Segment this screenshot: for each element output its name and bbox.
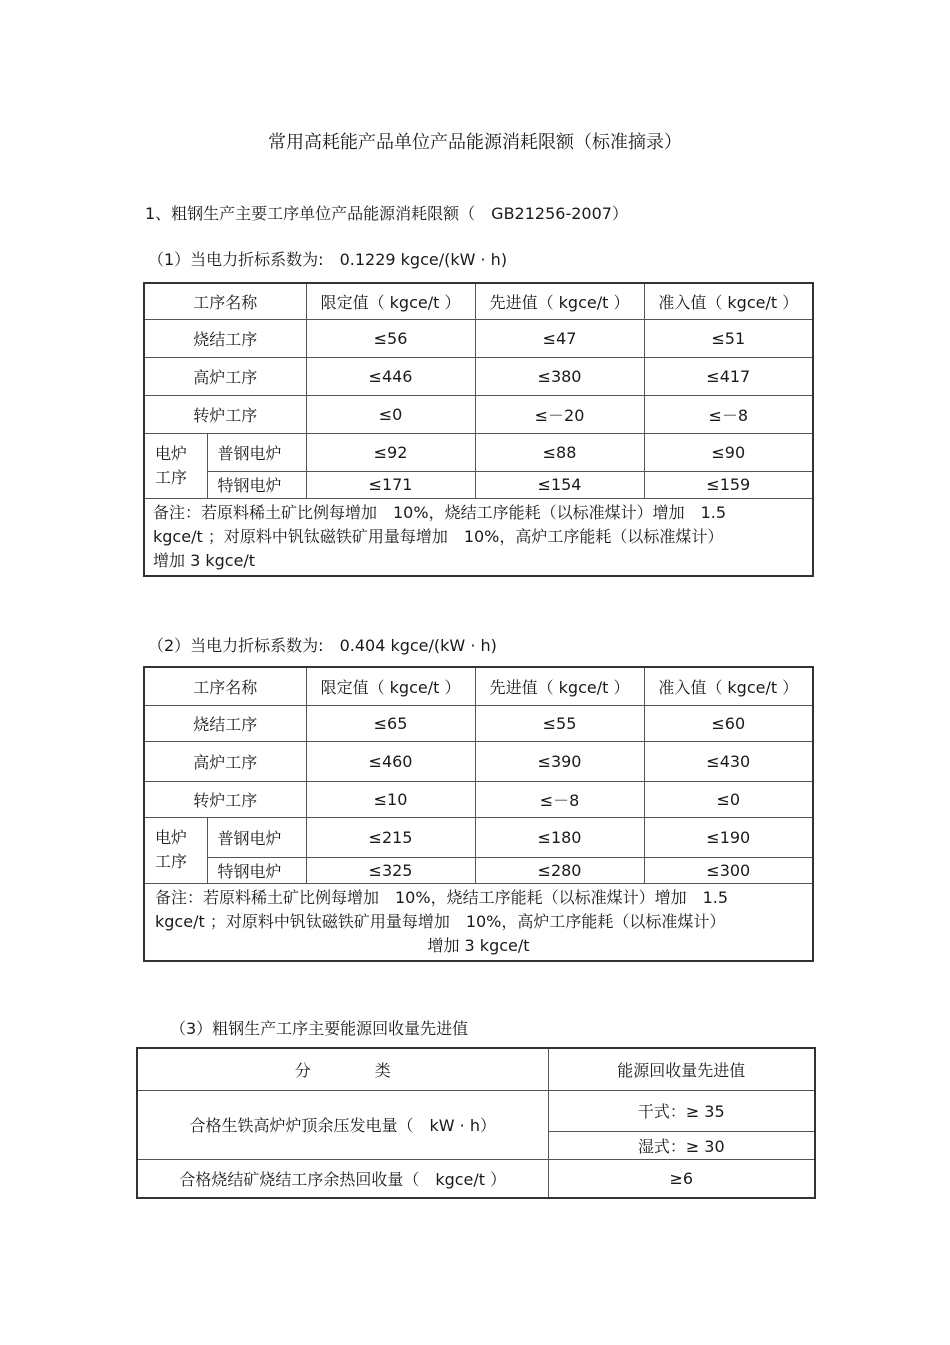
electric-furnace-label [144,817,207,883]
table-row [137,1090,815,1131]
entry-value: ≤－8 [644,395,813,433]
advanced-value: ≤－8 [475,781,644,817]
section-heading: 1、粗钢生产主要工序单位产品能源消耗限额（ GB21256-2007） [145,204,628,223]
limit-value: ≤92 [306,433,475,471]
energy-recovery-table [136,1047,816,1199]
recovery-value: ≥6 [548,1159,815,1198]
note-row [144,498,813,576]
entry-value: ≤190 [644,817,813,857]
process-name: 转炉工序 [144,395,306,433]
advanced-value: ≤280 [475,857,644,883]
header-advanced: 先进值（ kgce/t ） [475,283,644,319]
table-row [144,817,813,857]
note-line: kgce/t ；对原料中钒钛磁铁矿用量每增加 10%，高炉工序能耗（以标准煤计） [153,526,724,546]
header-entry: 准入值（ kgce/t ） [644,283,813,319]
advanced-value: ≤154 [475,471,644,498]
table-header-row [144,667,813,705]
limit-value: ≤446 [306,357,475,395]
limit-value: ≤215 [306,817,475,857]
entry-value: ≤51 [644,319,813,357]
entry-value: ≤417 [644,357,813,395]
recovery-value-dry: 干式：≥ 35 [548,1090,815,1131]
limit-value: ≤10 [306,781,475,817]
part1-caption: （1）当电力折标系数为: 0.1229 kgce/(kW · h) [148,250,508,269]
ef-label-line2: 工序 [155,467,188,487]
table-header-row [144,283,813,319]
process-name: 普钢电炉 [207,817,306,857]
table-header-row [137,1048,815,1090]
advanced-value: ≤390 [475,741,644,781]
advanced-value: ≤380 [475,357,644,395]
header-category: 分 类 [137,1048,548,1090]
note-line: 增加 3 kgce/t [427,935,530,955]
header-limit: 限定值（ kgce/t ） [306,283,475,319]
note-line: 备注：若原料稀土矿比例每增加 10%，烧结工序能耗（以标准煤计）增加 1.5 [153,502,727,522]
entry-value: ≤60 [644,705,813,741]
advanced-value: ≤88 [475,433,644,471]
ef-label-line1: 电炉 [155,828,188,847]
entry-value: ≤300 [644,857,813,883]
limit-value: ≤65 [306,705,475,741]
limit-value: ≤460 [306,741,475,781]
process-name: 特钢电炉 [207,857,306,883]
header-advanced: 先进值（ kgce/t ） [475,667,644,705]
header-process: 工序名称 [144,283,306,319]
recovery-category: 合格烧结矿烧结工序余热回收量（ kgce/t ） [137,1159,548,1198]
recovery-value-wet: 湿式：≥ 30 [548,1131,815,1159]
process-name: 烧结工序 [144,319,306,357]
table-row [144,471,813,498]
process-name: 特钢电炉 [207,471,306,498]
limit-value: ≤0 [306,395,475,433]
entry-value: ≤430 [644,741,813,781]
note-row [144,883,813,961]
advanced-value: ≤－20 [475,395,644,433]
note-line: kgce/t ；对原料中钒钛磁铁矿用量每增加 10%，高炉工序能耗（以标准煤计） [155,911,726,931]
table-row [144,357,813,395]
table-row [137,1159,815,1198]
advanced-value: ≤180 [475,817,644,857]
advanced-value: ≤47 [475,319,644,357]
recovery-category: 合格生铁高炉炉顶余压发电量（ kW · h） [137,1090,548,1159]
header-process: 工序名称 [144,667,306,705]
entry-value: ≤159 [644,471,813,498]
table-row [144,319,813,357]
table-row [144,781,813,817]
process-name: 高炉工序 [144,357,306,395]
part2-caption: （2）当电力折标系数为: 0.404 kgce/(kW · h) [148,636,497,655]
table-row [144,741,813,781]
process-name: 转炉工序 [144,781,306,817]
header-recovery-value: 能源回收量先进值 [548,1048,815,1090]
header-entry: 准入值（ kgce/t ） [644,667,813,705]
table-row [144,857,813,883]
page-title: 常用高耗能产品单位产品能源消耗限额（标准摘录） [268,132,682,153]
table-row [144,705,813,741]
limit-value: ≤325 [306,857,475,883]
energy-limit-table-2 [143,666,814,962]
table-note [144,498,813,576]
limit-value: ≤56 [306,319,475,357]
limit-value: ≤171 [306,471,475,498]
electric-furnace-label [144,433,207,498]
process-name: 普钢电炉 [207,433,306,471]
ef-label-line2: 工序 [155,852,188,871]
process-name: 烧结工序 [144,705,306,741]
note-line: 增加 3 kgce/t [153,550,256,570]
ef-label-line1: 电炉 [155,443,188,463]
entry-value: ≤0 [644,781,813,817]
table-row [144,395,813,433]
entry-value: ≤90 [644,433,813,471]
energy-limit-table-1 [143,282,814,577]
table-row [144,433,813,471]
part3-caption: （3）粗钢生产工序主要能源回收量先进值 [170,1019,469,1038]
header-limit: 限定值（ kgce/t ） [306,667,475,705]
note-line: 备注：若原料稀土矿比例每增加 10%，烧结工序能耗（以标准煤计）增加 1.5 [155,887,729,907]
table-note [144,883,813,961]
process-name: 高炉工序 [144,741,306,781]
advanced-value: ≤55 [475,705,644,741]
